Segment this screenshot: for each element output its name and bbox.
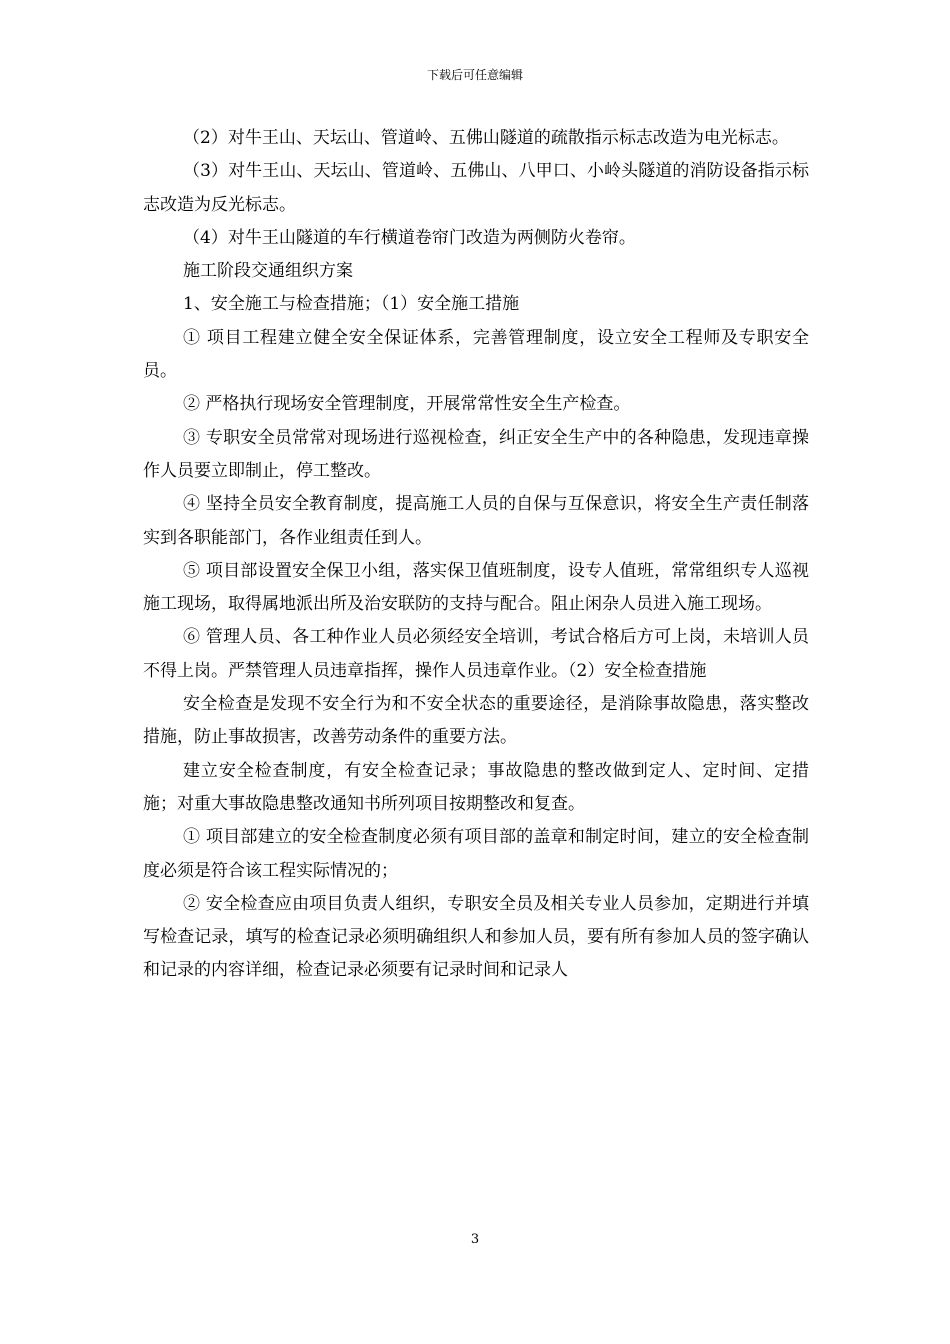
paragraph-2: （3）对牛王山、天坛山、管道岭、五佛山、八甲口、小岭头隧道的消防设备指示标志改造为反光标志。 <box>143 161 809 215</box>
paragraph-7: ② 严格执行现场安全管理制度，开展常常性安全生产检查。 <box>183 394 631 415</box>
paragraph-12: 安全检查是发现不安全行为和不安全状态的重要途径，是消除事故隐患，落实整改措施，防止事故损害，改善劳动条件的重要方法。 <box>143 694 809 748</box>
paragraph-3: （4）对牛王山隧道的车行横道卷帘门改造为两侧防火卷帘。 <box>183 227 636 248</box>
subsection-heading: 1、安全施工与检查措施；（1）安全施工措施 <box>183 294 520 315</box>
page-number: 3 <box>470 1232 480 1247</box>
paragraph-13: 建立安全检查制度，有安全检查记录；事故隐患的整改做到定人、定时间、定措施；对重大事故隐患整改通知书所列项目按期整改和复查。 <box>143 760 809 814</box>
paragraph-14: ① 项目部建立的安全检查制度必须有项目部的盖章和制定时间，建立的安全检查制度必须是符合该工程实际情况的； <box>143 827 809 881</box>
paragraph-8: ③ 专职安全员常常对现场进行巡视检查，纠正安全生产中的各种隐患，发现违章操作人员要立即制止，停工整改。 <box>143 427 809 481</box>
paragraph-6: ① 项目工程建立健全安全保证体系，完善管理制度，设立安全工程师及专职安全员。 <box>143 327 809 382</box>
paragraph-15: ② 安全检查应由项目负责人组织，专职安全员及相关专业人员参加，定期进行并填写检查记录，填写的检查记录必须明确组织人和参加人员，要有所有参加人员的签字确认和记录的内容详细，检查记录必须要有记录时间和记录人 <box>143 893 809 981</box>
paragraph-9: ④ 坚持全员安全教育制度，提高施工人员的自保与互保意识，将安全生产责任制落实到各职能部门，各作业组责任到人。 <box>143 494 809 548</box>
page-header: 下载后可任意编辑 <box>426 68 523 82</box>
paragraph-1: （2）对牛王山、天坛山、管道岭、五佛山隧道的疏散指示标志改造为电光标志。 <box>183 128 789 148</box>
section-heading: 施工阶段交通组织方案 <box>183 261 353 282</box>
paragraph-11: ⑥ 管理人员、各工种作业人员必须经安全培训，考试合格后方可上岗，未培训人员不得上岗。严禁管理人员违章指挥，操作人员违章作业。（2）安全检查措施 <box>143 627 809 681</box>
document-body <box>143 122 809 988</box>
paragraph-10: ⑤ 项目部设置安全保卫小组，落实保卫值班制度，设专人值班，常常组织专人巡视施工现场，取得属地派出所及治安联防的支持与配合。阻止闲杂人员进入施工现场。 <box>143 560 809 615</box>
